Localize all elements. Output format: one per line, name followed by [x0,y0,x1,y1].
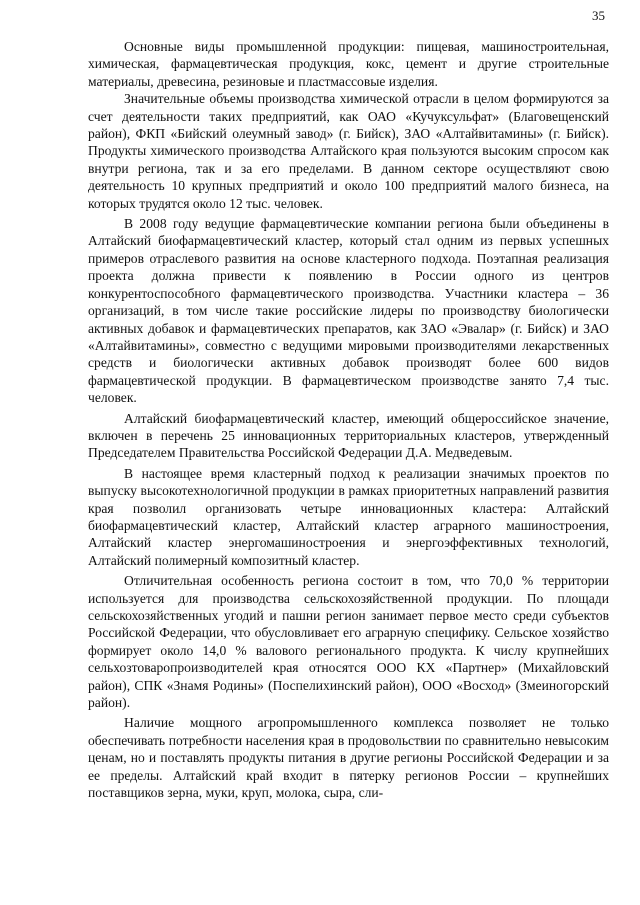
paragraph-agro-complex: Наличие мощного агропромышленного комплекса позволяет не только обеспечивать потребности населения края в продовольствии по сравнительно невысоким ценам, но и поставлять продукты питания в другие регионы Российской Федерации и за ее пределы. Алтайский край входит в пятерку регионов России – крупнейших поставщиков зерна, муки, круп, молока, сыра, сли- [88,715,609,801]
paragraph-innovation-clusters: В настоящее время кластерный подход к реализации значимых проектов по выпуску высокотехнологичной продукции в рамках приоритетных направлений развития края позволил организовать четыре инновационных кластера: Алтайский биофармацевтический кластер, Алтайский кластер аграрного машиностроения, Алтайский кластер энергомашиностроения и энергоэффективных технологий, Алтайский полимерный композитный кластер. [88,465,609,568]
page-number: 35 [592,8,605,23]
paragraph-chemical-industry: Значительные объемы производства химической отрасли в целом формируются за счет деятельности таких предприятий, как ОАО «Кучуксульфат» (Благовещенский район), ФКП «Бийский олеумный завод» (г. Бийск), ЗАО «Алтайвитамины» (г. Бийск). Продукты химического производства Алтайского края пользуются высоким спросом как внутри региона, так и за его пределами. В данном секторе осуществляют свою деятельность 10 крупных предприятий и около 100 предприятий малого бизнеса, на которых трудятся около 12 тыс. человек. [88,91,609,211]
paragraph-agriculture: Отличительная особенность региона состоит в том, что 70,0 % территории используется для производства сельскохозяйственной продукции. По площади сельскохозяйственных угодий и пашни регион занимает первое место среди субъектов Российской Федерации, что обусловливает его аграрную специфику. Сельское хозяйство формирует около 14,0 % валового регионального продукта. К числу крупнейших сельхозтоваропроизводителей края относятся ООО КХ «Партнер» (Михайловский район), СПК «Знамя Родины» (Поспелихинский район), ООО «Восход» (Змеиногорский район). [88,573,609,711]
paragraph-biopharma-cluster: В 2008 году ведущие фармацевтические компании региона были объединены в Алтайский биофармацевтический кластер, который стал одним из первых успешных примеров отраслевого развития на основе кластерного подхода. Поэтапная реализация проекта должна привести к появлению в России одного из центров конкурентоспособного фармацевтического производства. Участники кластера – 36 организаций, в том числе такие российские лидеры по производству биологически активных добавок и фармацевтических препаратов, как ЗАО «Эвалар» (г. Бийск) и ЗАО «Алтайвитамины», совместно с ведущими мировыми производителями лекарственных средств и биологически активных добавок производят более 600 видов фармацевтической продукции. В фармацевтическом производстве занято 7,4 тыс. человек. [88,216,609,406]
body-text [88,38,609,801]
paragraph-main-products: Основные виды промышленной продукции: пищевая, машиностроительная, химическая, фармацевтическая продукция, кокс, цемент и другие строительные материалы, древесина, резиновые и пластмассовые изделия. [88,39,609,89]
paragraph-cluster-significance: Алтайский биофармацевтический кластер, имеющий общероссийское значение, включен в перечень 25 инновационных территориальных кластеров, утвержденный Председателем Правительства Российской Федерации Д.А. Медведевым. [88,410,609,461]
